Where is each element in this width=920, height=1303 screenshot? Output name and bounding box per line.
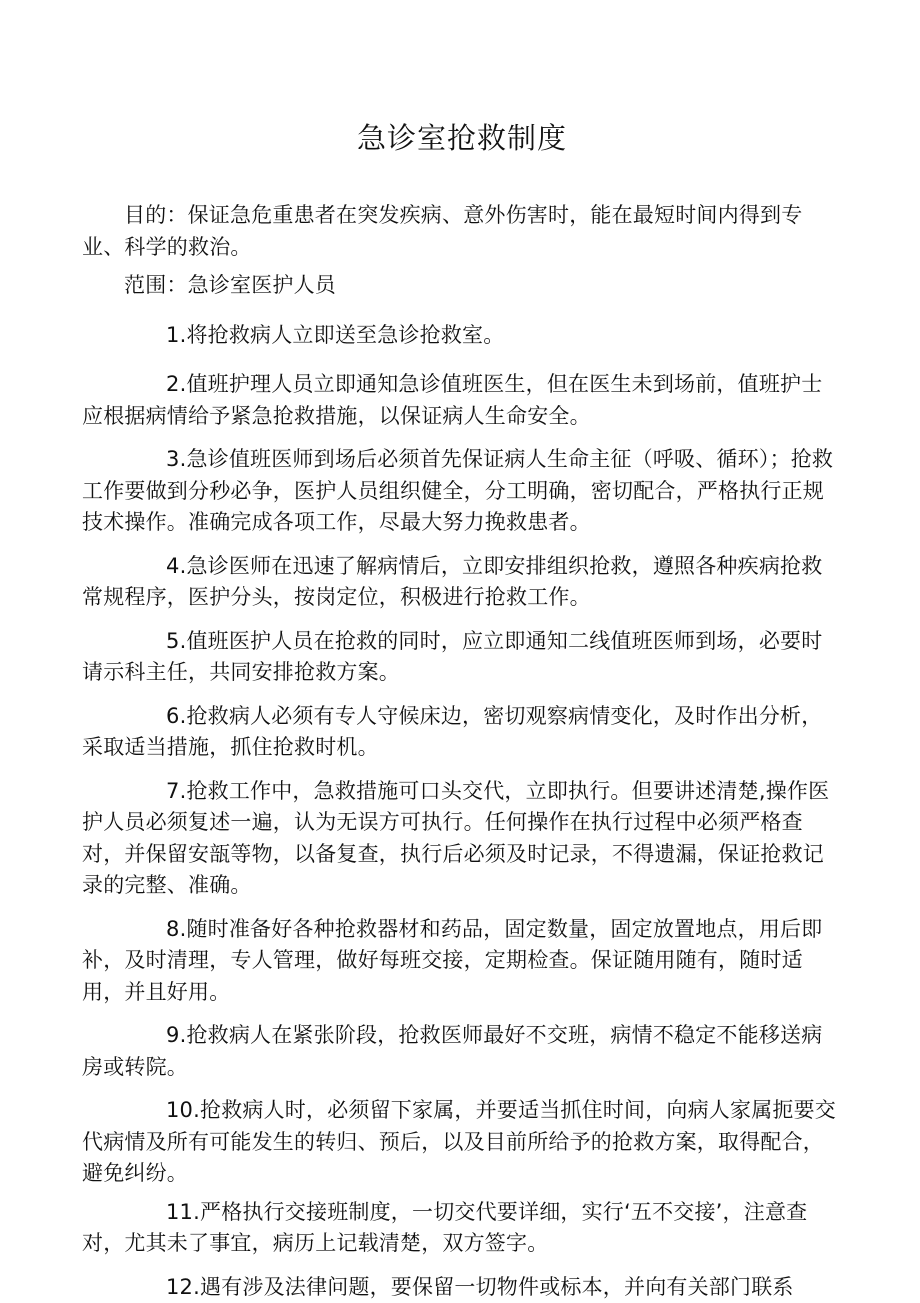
rule-number: 9: [124, 1020, 180, 1052]
rule-item-5: [82, 626, 842, 689]
rule-number: 8: [124, 914, 180, 946]
rule-number: 12: [124, 1272, 193, 1303]
rule-item-3: [82, 444, 842, 539]
rule-text: .值班护理人员立即通知急诊值班医生，但在医生未到场前，值班护士应根据病情给予紧急抢救措施，以保证病人生命安全。: [82, 372, 822, 428]
rule-item-12: [82, 1272, 842, 1303]
rule-text: .值班医护人员在抢救的同时，应立即通知二线值班医师到场，必要时请示科主任，共同安排抢救方案。: [82, 629, 822, 685]
rule-number: 2: [124, 369, 180, 401]
rule-item-10: [82, 1095, 842, 1190]
rule-text: .急诊医师在迅速了解病情后，立即安排组织抢救，遵照各种疾病抢救常规程序，医护分头，按岗定位，积极进行抢救工作。: [82, 554, 822, 610]
rule-item-7: [82, 776, 842, 902]
page-title: 急诊室抢救制度: [82, 118, 842, 158]
rule-number: 4: [124, 551, 180, 583]
rule-number: 7: [124, 776, 180, 808]
rule-text: .抢救工作中，急救措施可口头交代，立即执行。但要讲述清楚,操作医护人员必须复述一遍，认为无误方可执行。任何操作在执行过程中必须严格查对，并保留安瓿等物，以备复查，执行后必须及时记录，不得遗漏，保证抢救记录的完整、准确。: [82, 779, 829, 898]
rule-number: 11: [124, 1197, 193, 1229]
rule-number: 3: [124, 444, 180, 476]
rule-number: 10: [124, 1095, 193, 1127]
rule-text: .急诊值班医师到场后必须首先保证病人生命主征（呼吸、循环）；抢救工作要做到分秒必争，医护人员组织健全，分工明确，密切配合，严格执行正规技术操作。准确完成各项工作，尽最大努力挽救患者。: [82, 447, 833, 534]
rule-item-8: [82, 914, 842, 1009]
rule-text: .随时准备好各种抢救器材和药品，固定数量，固定放置地点，用后即补，及时清理，专人管理，做好每班交接，定期检查。保证随用随有，随时适用，并且好用。: [82, 917, 822, 1004]
rule-item-1: [82, 320, 842, 352]
rule-number: 1: [124, 320, 180, 352]
scope-paragraph: 范围：急诊室医护人员: [82, 270, 842, 302]
rule-text: .抢救病人时，必须留下家属，并要适当抓住时间，向病人家属扼要交代病情及所有可能发生的转归、预后，以及目前所给予的抢救方案，取得配合，避免纠纷。: [82, 1098, 836, 1185]
rule-item-9: [82, 1020, 842, 1083]
rule-text: .将抢救病人立即送至急诊抢救室。: [180, 323, 505, 347]
rule-item-11: [82, 1197, 842, 1260]
purpose-paragraph: 目的：保证急危重患者在突发疾病、意外伤害时，能在最短时间内得到专业、科学的救治。: [82, 200, 842, 263]
rule-number: 6: [124, 701, 180, 733]
rule-text: .严格执行交接班制度，一切交代要详细，实行‘五不交接’，注意查对，尤其未了事宜，病历上记载清楚，双方签字。: [82, 1200, 807, 1256]
rule-number: 5: [124, 626, 180, 658]
rule-text: .遇有涉及法律问题，要保留一切物件或标本，并向有关部门联系: [193, 1275, 793, 1299]
rule-item-2: [82, 369, 842, 432]
rule-item-6: [82, 701, 842, 764]
rule-item-4: [82, 551, 842, 614]
rule-text: .抢救病人在紧张阶段，抢救医师最好不交班，病情不稳定不能移送病房或转院。: [82, 1023, 822, 1079]
rule-text: .抢救病人必须有专人守候床边，密切观察病情变化，及时作出分析，采取适当措施，抓住抢救时机。: [82, 704, 822, 760]
